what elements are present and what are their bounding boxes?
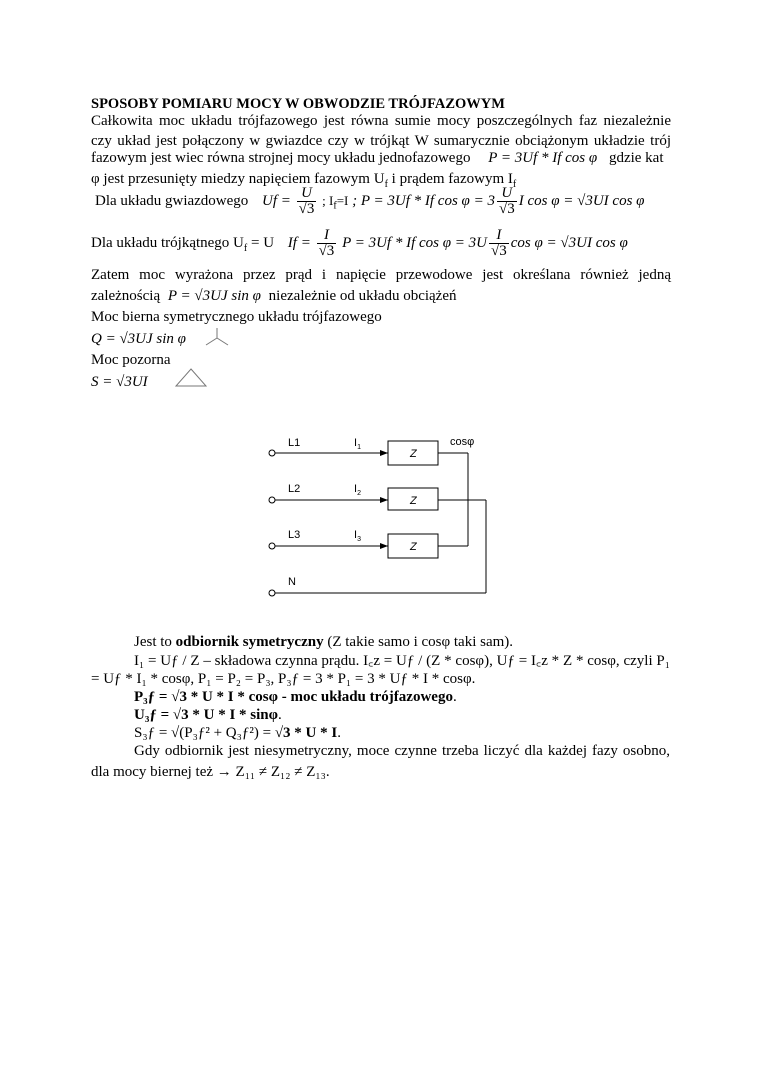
apparent-label: Moc pozorna [91,352,171,368]
intro-line-4-text: φ jest przesunięty miedzy napięciem fazowym U [91,171,385,187]
note-5-bold: U₃ƒ = √3 * U * I * sinφ [134,707,278,723]
star-uf-num: U [301,185,312,202]
delta-if-fraction [317,228,337,259]
load-z3-label: Z [410,541,417,553]
load-z2-label: Z [410,495,417,507]
star-p-num: U [501,185,513,202]
delta-if-den: √3 [318,243,335,260]
delta-p-num: I [496,227,502,244]
label-i1-letter: I [354,437,358,449]
note-6-pre: S₃ƒ = √(P₃ƒ² + Q₃ƒ²) = [134,725,275,741]
delta-if-num: I [323,227,329,244]
terminal-n [269,590,275,596]
delta-label-tail: = U [247,235,275,251]
intro-line-4-sub: f [384,179,388,190]
label-l3: L3 [288,529,301,541]
power-formula-single-phase: P = 3Uf * If cos φ [488,150,598,166]
star-p-lhs: ; P = 3Uf * If cos φ = 3 [352,193,495,209]
note-1-pre: Jest to [134,634,176,650]
line-power-tail: niezależnie od układu obciążeń [268,288,457,304]
star-formula-line [95,186,644,217]
intro-line-4-mid: i prądem fazowym I [387,171,513,187]
star-uf-lhs: Uf = [262,193,291,209]
delta-p-den: √3 [491,243,507,260]
star-uf-fraction [297,186,317,217]
line-power-line-2 [91,286,457,306]
note-3: = Uƒ * I₁ * cosφ, P₁ = P₂ = P₃, P₃ƒ = 3 * P₁ = 3 * Uƒ * I * cosφ. [91,671,476,687]
cos-phi-label: cosφ [450,436,475,448]
note-1-tail: (Z takie samo i cosφ taki sam). [323,634,514,650]
load-z1-label: Z [410,448,417,460]
note-1 [134,632,513,652]
reactive-label: Moc bierna symetrycznego układu trójfazowego [91,309,382,325]
label-i2-sub: 2 [357,490,361,497]
star-uf-den: √3 [298,201,315,218]
line-power-formula: P = √3UJ sin φ [167,288,261,304]
note-5 [134,705,282,725]
star-if-rhs: =I [336,193,349,208]
note-4-bold: P₃ƒ = √3 * U * I * cosφ - moc układu trójfazowego [134,689,453,705]
label-l2: L2 [288,483,301,495]
delta-p-rhs: cos φ = √3UI cos φ [510,235,628,251]
delta-label: Dla układu trójkątnego U [91,235,244,251]
apparent-formula: S = √3UI [91,374,148,390]
intro-line-2: czy układ jest połączony w gwiazdce czy w trójkąt W sumarycznie obciążonym układzie trój [91,133,671,149]
delta-label-sub: f [243,243,248,254]
line-power-line-1: Zatem moc wyrażona przez prąd i napięcie przewodowe jest określana również jedną [91,267,671,283]
star-if-eq-text: ; I [322,193,334,208]
note-4 [134,687,457,707]
line-power-pre: zależnością [91,288,161,304]
star-if-eq [322,193,349,212]
intro-line-4-sub2: f [512,179,517,190]
terminal-l1 [269,450,275,456]
star-p-den: √3 [498,201,515,218]
label-i3-sub: 3 [357,536,361,543]
note-4-tail: . [452,689,457,705]
label-i1-sub: 1 [357,444,361,451]
star-if-sub: f [333,200,337,212]
star-p-fraction [497,186,517,217]
triangle-symbol-icon [174,368,208,388]
label-i2 [354,483,361,497]
delta-formula-line [91,228,628,259]
note-6-tail: . [337,725,341,741]
reactive-formula: Q = √3UJ sin φ [91,331,186,347]
delta-p-fraction [489,228,509,259]
note-6 [134,723,341,743]
label-i3 [354,529,361,543]
star-symbol-icon [202,326,232,348]
label-l1: L1 [288,437,301,449]
label-i2-letter: I [354,483,358,495]
note-5-tail: . [278,707,282,723]
label-n: N [288,576,296,588]
delta-if-lhs: If = [287,235,311,251]
star-label: Dla układu gwiazdowego [95,193,249,209]
star-p-rhs: I cos φ = √3UI cos φ [518,193,645,209]
label-i1 [354,437,361,451]
document-title: SPOSOBY POMIARU MOCY W OBWODZIE TRÓJFAZOWYM [91,96,505,112]
intro-line-3-text: fazowym jest wiec równa strojnej mocy układu jednofazowego [91,150,471,166]
note-8: dla mocy biernej też → Z₁₁ ≠ Z₁₂ ≠ Z₁₃. [91,764,330,780]
intro-line-3 [91,148,664,168]
terminal-l3 [269,543,275,549]
note-1-bold: odbiornik symetryczny [175,634,324,650]
terminal-l2 [269,497,275,503]
three-phase-circuit-diagram [260,430,500,605]
note-6-bold: √3 * U * I [274,725,338,741]
intro-line-1: Całkowita moc układu trójfazowego jest równa sumie mocy poszczególnych faz niezależnie [91,113,671,129]
intro-line-3-tail: gdzie kat [608,150,664,166]
delta-p-lhs: P = 3Uf * If cos φ = 3U [342,235,487,251]
note-2: I₁ = Uƒ / Z – składowa czynna prądu. I꜀z = Uƒ / (Z * cosφ), Uƒ = I꜀z * Z * cosφ, czyli P₁ [134,653,670,669]
label-i3-letter: I [354,529,358,541]
note-7: Gdy odbiornik jest niesymetryczny, moce czynne trzeba liczyć dla każdej fazy osobno, [134,743,670,759]
